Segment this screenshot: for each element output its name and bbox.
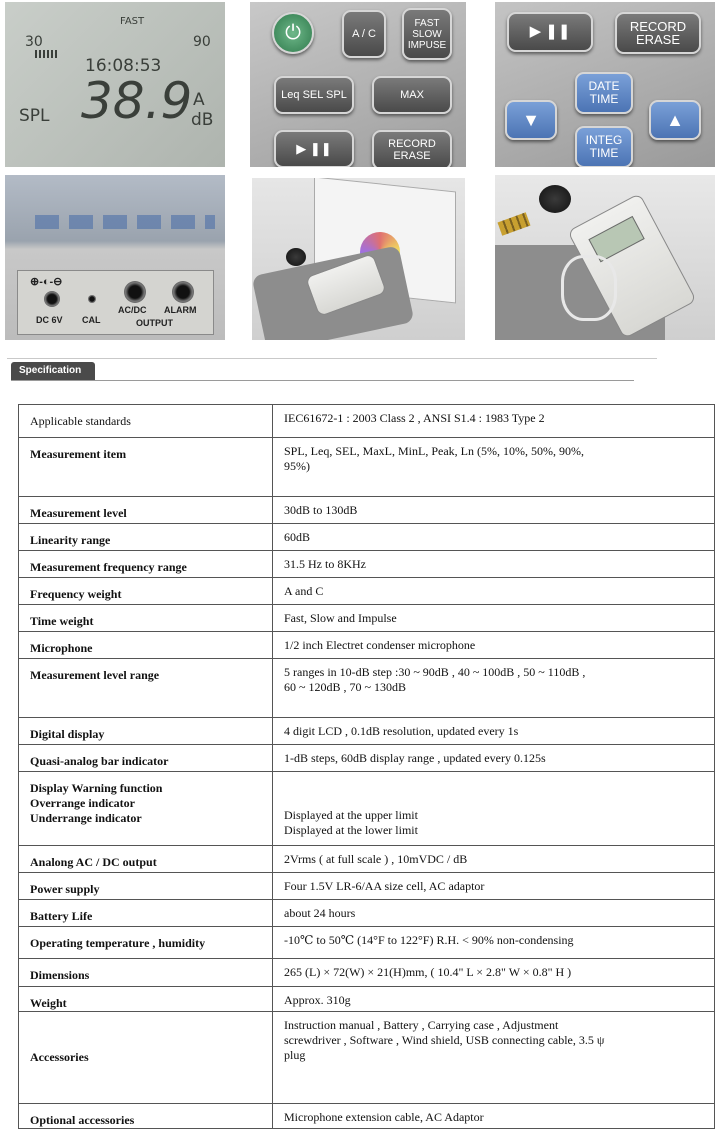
dc-label: DC 6V — [36, 315, 63, 325]
navigation-buttons-photo — [495, 2, 715, 167]
spec-row — [19, 632, 715, 659]
spec-label: Dimensions — [19, 959, 273, 987]
power-button: ⏻ — [272, 12, 314, 54]
spec-label: Linearity range — [19, 524, 273, 551]
integ-time-button: INTEG TIME — [575, 126, 633, 167]
spec-label: Applicable standards — [19, 405, 273, 438]
spec-value: Four 1.5V LR-6/AA size cell, AC adaptor — [273, 873, 715, 900]
max-button: MAX — [372, 76, 452, 114]
record-erase-button-2: RECORD ERASE — [615, 12, 701, 54]
wind-shield-2 — [539, 185, 571, 213]
fast-slow-button: FAST SLOW IMPUSE — [402, 8, 452, 60]
spec-row — [19, 551, 715, 578]
spec-row — [19, 1104, 715, 1129]
meter-closeup-photo — [495, 175, 715, 340]
spec-label: Power supply — [19, 873, 273, 900]
spec-label: Microphone — [19, 632, 273, 659]
up-arrow-button: ▲ — [649, 100, 701, 140]
spec-row — [19, 438, 715, 497]
spec-label: Digital display — [19, 718, 273, 745]
spec-label: Analong AC / DC output — [19, 846, 273, 873]
lcd-mode: FAST — [120, 16, 145, 27]
usb-cable — [561, 255, 617, 321]
spec-row — [19, 772, 715, 846]
lcd-bar-graph — [35, 50, 57, 58]
spec-row — [19, 578, 715, 605]
dc-jack — [44, 291, 60, 307]
spec-label: Time weight — [19, 605, 273, 632]
record-erase-button: RECORD ERASE — [372, 130, 452, 167]
spec-row — [19, 524, 715, 551]
polarity-symbol: ⊕-◐-⊖ — [30, 276, 63, 288]
spec-label: Display Warning function Overrange indicator Underrange indicator — [19, 772, 273, 846]
acdc-jack — [124, 281, 146, 303]
spec-value: about 24 hours — [273, 900, 715, 927]
spec-value: Microphone extension cable, AC Adaptor — [273, 1104, 715, 1129]
specification-tab[interactable]: Specification — [11, 362, 95, 380]
acdc-label: AC/DC — [118, 305, 147, 315]
spec-row — [19, 987, 715, 1012]
spec-row — [19, 900, 715, 927]
port-panel — [17, 270, 214, 335]
lcd-scale-high: 90 — [193, 34, 211, 50]
lcd-clock: 16:08:53 — [85, 56, 162, 76]
spec-value: 1/2 inch Electret condenser microphone — [273, 632, 715, 659]
carrying-case-photo — [252, 178, 465, 340]
tab-underline — [11, 380, 634, 381]
spec-value: 2Vrms ( at full scale ) , 10mVDC / dB — [273, 846, 715, 873]
spec-value: 30dB to 130dB — [273, 497, 715, 524]
alarm-jack — [172, 281, 194, 303]
leq-sel-spl-button: Leq SEL SPL — [274, 76, 354, 114]
cal-label: CAL — [82, 315, 101, 325]
date-time-button: DATE TIME — [575, 72, 633, 114]
batteries — [498, 212, 531, 235]
lcd-unit: dB — [191, 110, 214, 130]
lcd-reading: 38.9 — [81, 72, 193, 130]
spec-row — [19, 1012, 715, 1104]
spec-row — [19, 605, 715, 632]
spec-label: Operating temperature , humidity — [19, 927, 273, 959]
spec-row — [19, 873, 715, 900]
blurred-keypad — [35, 215, 215, 229]
output-ports-photo — [5, 175, 225, 340]
spec-row — [19, 497, 715, 524]
spec-label: Measurement level — [19, 497, 273, 524]
down-arrow-button: ▼ — [505, 100, 557, 140]
spec-label: Measurement frequency range — [19, 551, 273, 578]
wind-shield — [286, 248, 306, 266]
spec-value: Displayed at the upper limit Displayed at the lower limit — [273, 772, 715, 846]
cal-hole — [88, 295, 96, 303]
spec-value: -10℃ to 50℃ (14°F to 122°F) R.H. < 90% non-condensing — [273, 927, 715, 959]
spec-value: 1-dB steps, 60dB display range , updated every 0.125s — [273, 745, 715, 772]
spec-row — [19, 659, 715, 718]
spec-label: Quasi-analog bar indicator — [19, 745, 273, 772]
spec-row — [19, 405, 715, 438]
spec-label: Measurement level range — [19, 659, 273, 718]
spec-label: Measurement item — [19, 438, 273, 497]
play-pause-button: ▶ ❚❚ — [274, 130, 354, 167]
spec-value: 265 (L) × 72(W) × 21(H)mm, ( 10.4" L × 2.8" W × 0.8" H ) — [273, 959, 715, 987]
spec-value: 4 digit LCD , 0.1dB resolution, updated every 1s — [273, 718, 715, 745]
spec-value: Fast, Slow and Impulse — [273, 605, 715, 632]
spec-row — [19, 959, 715, 987]
spec-row — [19, 927, 715, 959]
spec-label: Frequency weight — [19, 578, 273, 605]
spec-row — [19, 718, 715, 745]
spec-label: Weight — [19, 987, 273, 1012]
spec-label: Accessories — [19, 1012, 273, 1104]
spec-value: 5 ranges in 10-dB step :30 ~ 90dB , 40 ~ 100dB , 50 ~ 110dB , 60 ~ 120dB , 70 ~ 130dB — [273, 659, 715, 718]
spec-label: Battery Life — [19, 900, 273, 927]
lcd-display-photo — [5, 2, 225, 167]
control-buttons-photo — [250, 2, 466, 167]
top-divider — [7, 358, 657, 359]
spec-value: IEC61672-1 : 2003 Class 2 , ANSI S1.4 : 1983 Type 2 — [273, 405, 715, 438]
spec-row — [19, 846, 715, 873]
spec-value: Approx. 310g — [273, 987, 715, 1012]
spec-value: 31.5 Hz to 8KHz — [273, 551, 715, 578]
ac-button: A / C — [342, 10, 386, 58]
output-label: OUTPUT — [136, 318, 173, 328]
spec-value: A and C — [273, 578, 715, 605]
lcd-weight: A — [193, 90, 205, 110]
spec-label: Optional accessories — [19, 1104, 273, 1129]
specification-table — [18, 404, 715, 1129]
spec-value: SPL, Leq, SEL, MaxL, MinL, Peak, Ln (5%, 10%, 50%, 90%, 95%) — [273, 438, 715, 497]
spec-value: 60dB — [273, 524, 715, 551]
play-pause-button-2: ▶ ❚❚ — [507, 12, 593, 52]
alarm-label: ALARM — [164, 305, 197, 315]
lcd-scale-low: 30 — [25, 34, 43, 50]
spec-value: Instruction manual , Battery , Carrying case , Adjustment screwdriver , Software , Wind shield, USB connecting cable, 3.5 ψ plug — [273, 1012, 715, 1104]
lcd-label: SPL — [19, 106, 50, 126]
spec-row — [19, 745, 715, 772]
